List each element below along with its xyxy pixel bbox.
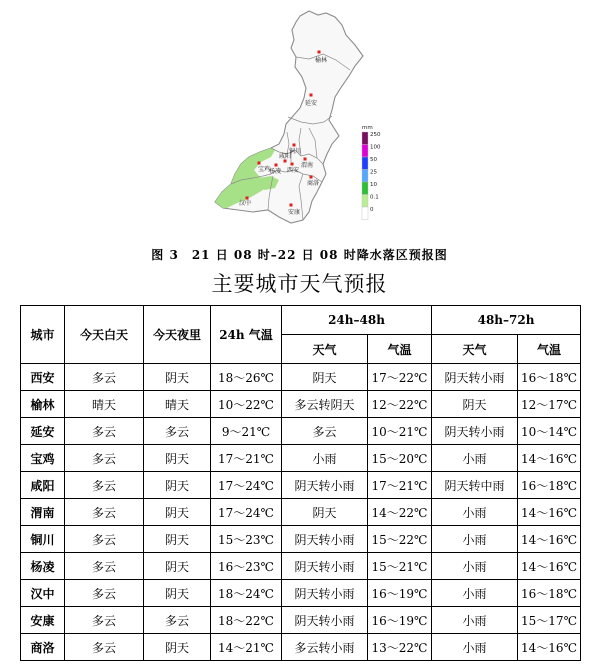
temp-24h-cell: 16～23℃ xyxy=(211,553,282,580)
figure-caption: 图 3 21 日 08 时–22 日 08 时降水落区预报图 xyxy=(151,248,448,262)
temp-48h-cell: 13～22℃ xyxy=(368,634,432,661)
weather-72h-cell: 阴天转中雨 xyxy=(432,472,518,499)
svg-text:渭南: 渭南 xyxy=(301,162,314,169)
weather-72h-cell: 小雨 xyxy=(432,553,518,580)
legend-swatch xyxy=(362,207,368,220)
temp-48h-cell: 17～22℃ xyxy=(368,364,432,391)
svg-text:西安: 西安 xyxy=(287,167,300,174)
city-cell: 宝鸡 xyxy=(21,445,65,472)
city-cell: 榆林 xyxy=(21,391,65,418)
weather-72h-cell: 小雨 xyxy=(432,634,518,661)
night-weather-cell: 阴天 xyxy=(144,472,211,499)
city-cell: 安康 xyxy=(21,607,65,634)
legend-swatch xyxy=(362,182,368,195)
day-weather-cell: 晴天 xyxy=(65,391,144,418)
day-weather-cell: 多云 xyxy=(65,634,144,661)
header-temp-24h: 24h 气温 xyxy=(211,306,282,364)
temp-72h-cell: 12～17℃ xyxy=(518,391,581,418)
temp-72h-cell: 16～18℃ xyxy=(518,472,581,499)
table-row xyxy=(21,580,581,607)
weather-72h-cell: 阴天转小雨 xyxy=(432,364,518,391)
weather-48h-cell: 阴天转小雨 xyxy=(282,580,368,607)
city-cell: 铜川 xyxy=(21,526,65,553)
svg-text:延安: 延安 xyxy=(305,100,318,107)
night-weather-cell: 晴天 xyxy=(144,391,211,418)
temp-24h-cell: 15～23℃ xyxy=(211,526,282,553)
table-header-row-1 xyxy=(21,306,581,335)
night-weather-cell: 阴天 xyxy=(144,499,211,526)
table-row xyxy=(21,499,581,526)
day-weather-cell: 多云 xyxy=(65,580,144,607)
header-weather-72h: 天气 xyxy=(432,335,518,364)
legend-level-label: 100 xyxy=(370,144,381,151)
day-weather-cell: 多云 xyxy=(65,553,144,580)
night-weather-cell: 多云 xyxy=(144,418,211,445)
weather-72h-cell: 小雨 xyxy=(432,607,518,634)
table-title: 主要城市天气预报 xyxy=(211,272,388,296)
temp-24h-cell: 17～21℃ xyxy=(211,445,282,472)
table-row xyxy=(21,634,581,661)
temp-72h-cell: 14～16℃ xyxy=(518,445,581,472)
weather-48h-cell: 多云 xyxy=(282,418,368,445)
temp-24h-cell: 18～26℃ xyxy=(211,364,282,391)
temp-24h-cell: 17～24℃ xyxy=(211,499,282,526)
temp-72h-cell: 16～18℃ xyxy=(518,364,581,391)
legend-swatch xyxy=(362,157,368,170)
temp-48h-cell: 15～20℃ xyxy=(368,445,432,472)
day-weather-cell: 多云 xyxy=(65,499,144,526)
table-row xyxy=(21,472,581,499)
table-row xyxy=(21,607,581,634)
city-cell: 延安 xyxy=(21,418,65,445)
svg-text:咸阳: 咸阳 xyxy=(279,153,292,160)
night-weather-cell: 阴天 xyxy=(144,526,211,553)
svg-text:mm: mm xyxy=(362,125,373,131)
header-temp-48h: 气温 xyxy=(368,335,432,364)
temp-72h-cell: 14～16℃ xyxy=(518,526,581,553)
temp-48h-cell: 16～19℃ xyxy=(368,607,432,634)
city-cell: 汉中 xyxy=(21,580,65,607)
header-night: 今天夜里 xyxy=(144,306,211,364)
weather-48h-cell: 阴天转小雨 xyxy=(282,553,368,580)
header-city: 城市 xyxy=(21,306,65,364)
legend-level-label: 0.1 xyxy=(370,194,379,201)
table-body xyxy=(21,364,581,661)
header-24-48h: 24h–48h xyxy=(282,306,432,335)
legend-level-label: 0 xyxy=(370,207,374,213)
day-weather-cell: 多云 xyxy=(65,472,144,499)
weather-48h-cell: 阴天 xyxy=(282,364,368,391)
city-cell: 商洛 xyxy=(21,634,65,661)
header-weather-48h: 天气 xyxy=(282,335,368,364)
svg-text:铜川: 铜川 xyxy=(289,148,302,155)
legend-labels xyxy=(370,132,381,213)
temp-24h-cell: 18～22℃ xyxy=(211,607,282,634)
table-row xyxy=(21,553,581,580)
svg-text:商洛: 商洛 xyxy=(307,180,320,187)
temp-48h-cell: 12～22℃ xyxy=(368,391,432,418)
temp-72h-cell: 10～14℃ xyxy=(518,418,581,445)
city-cell: 渭南 xyxy=(21,499,65,526)
night-weather-cell: 多云 xyxy=(144,607,211,634)
header-day: 今天白天 xyxy=(65,306,144,364)
night-weather-cell: 阴天 xyxy=(144,445,211,472)
weather-72h-cell: 阴天 xyxy=(432,391,518,418)
city-cell: 咸阳 xyxy=(21,472,65,499)
weather-48h-cell: 多云转阴天 xyxy=(282,391,368,418)
temp-48h-cell: 17～21℃ xyxy=(368,472,432,499)
temp-72h-cell: 14～16℃ xyxy=(518,553,581,580)
weather-48h-cell: 阴天 xyxy=(282,499,368,526)
temp-48h-cell: 14～22℃ xyxy=(368,499,432,526)
temp-48h-cell: 16～19℃ xyxy=(368,580,432,607)
city-cell: 杨凌 xyxy=(21,553,65,580)
legend-level-label: 10 xyxy=(370,182,377,188)
day-weather-cell: 多云 xyxy=(65,364,144,391)
temp-24h-cell: 17～24℃ xyxy=(211,472,282,499)
day-weather-cell: 多云 xyxy=(65,607,144,634)
night-weather-cell: 阴天 xyxy=(144,580,211,607)
forecast-table xyxy=(20,305,581,661)
weather-72h-cell: 小雨 xyxy=(432,499,518,526)
weather-72h-cell: 阴天转小雨 xyxy=(432,418,518,445)
legend-swatch xyxy=(362,145,368,158)
legend-swatch xyxy=(362,195,368,208)
temp-24h-cell: 9～21℃ xyxy=(211,418,282,445)
weather-48h-cell: 阴天转小雨 xyxy=(282,526,368,553)
temp-24h-cell: 14～21℃ xyxy=(211,634,282,661)
weather-48h-cell: 小雨 xyxy=(282,445,368,472)
legend-swatch xyxy=(362,170,368,183)
legend-swatch xyxy=(362,132,368,145)
day-weather-cell: 多云 xyxy=(65,418,144,445)
night-weather-cell: 阴天 xyxy=(144,634,211,661)
night-weather-cell: 阴天 xyxy=(144,553,211,580)
table-row xyxy=(21,391,581,418)
svg-text:宝鸡: 宝鸡 xyxy=(258,166,271,173)
legend-level-label: 50 xyxy=(370,157,377,163)
legend-level-label: 25 xyxy=(370,169,377,176)
header-temp-72h: 气温 xyxy=(518,335,581,364)
temp-72h-cell: 14～16℃ xyxy=(518,634,581,661)
weather-48h-cell: 阴天转小雨 xyxy=(282,607,368,634)
temp-72h-cell: 16～18℃ xyxy=(518,580,581,607)
temp-48h-cell: 15～22℃ xyxy=(368,526,432,553)
weather-48h-cell: 阴天转小雨 xyxy=(282,472,368,499)
svg-text:安康: 安康 xyxy=(288,209,301,216)
table-row xyxy=(21,445,581,472)
temp-48h-cell: 15～21℃ xyxy=(368,553,432,580)
precipitation-legend xyxy=(362,125,381,220)
weather-72h-cell: 小雨 xyxy=(432,445,518,472)
temp-72h-cell: 15～17℃ xyxy=(518,607,581,634)
svg-text:榆林: 榆林 xyxy=(315,57,328,64)
table-row xyxy=(21,364,581,391)
temp-24h-cell: 18～24℃ xyxy=(211,580,282,607)
night-weather-cell: 阴天 xyxy=(144,364,211,391)
svg-text:汉中: 汉中 xyxy=(239,200,252,207)
table-row xyxy=(21,526,581,553)
weather-72h-cell: 小雨 xyxy=(432,580,518,607)
temp-24h-cell: 10～22℃ xyxy=(211,391,282,418)
map-svg xyxy=(205,4,405,240)
precipitation-map xyxy=(205,4,405,240)
legend-swatches xyxy=(362,132,368,220)
legend-level-label: 250 xyxy=(370,132,381,138)
header-48-72h: 48h–72h xyxy=(432,306,581,335)
svg-text:杨凌: 杨凌 xyxy=(269,168,282,175)
day-weather-cell: 多云 xyxy=(65,526,144,553)
temp-72h-cell: 14～16℃ xyxy=(518,499,581,526)
city-cell: 西安 xyxy=(21,364,65,391)
table-row xyxy=(21,418,581,445)
temp-48h-cell: 10～21℃ xyxy=(368,418,432,445)
day-weather-cell: 多云 xyxy=(65,445,144,472)
weather-72h-cell: 小雨 xyxy=(432,526,518,553)
weather-48h-cell: 多云转小雨 xyxy=(282,634,368,661)
